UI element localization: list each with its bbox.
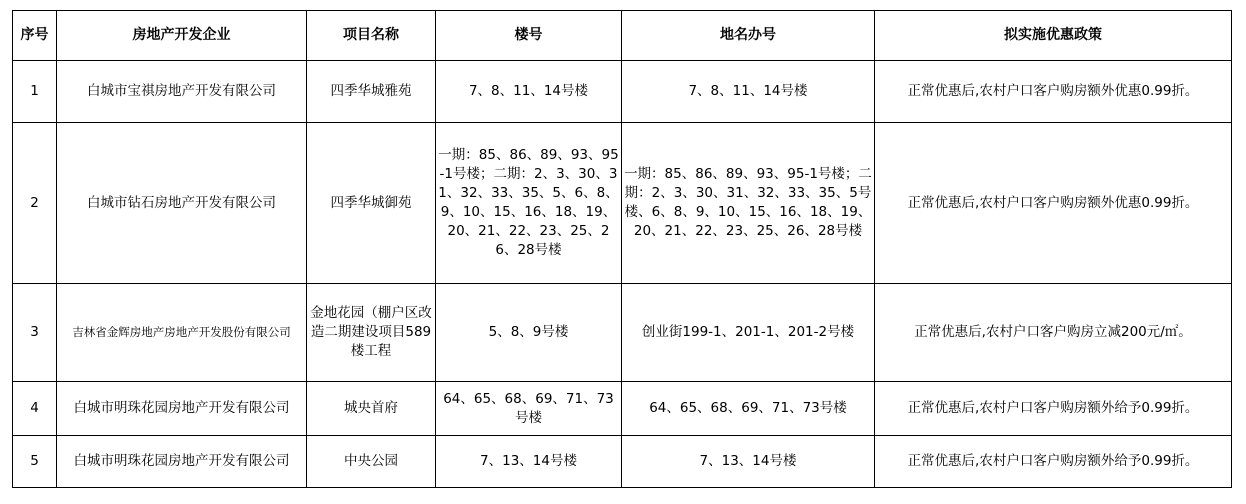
row-buildings: 一期：85、86、89、93、95-1号楼；二期：2、3、30、31、32、33、35、5、6、8、9、10、15、16、18、19、20、21、22、23、25、26、28号楼	[436, 123, 622, 284]
table-row	[13, 284, 1232, 382]
row-no: 4	[13, 382, 57, 436]
row-policy: 正常优惠后,农村户口客户购房额外给予0.99折。	[875, 382, 1232, 436]
row-project: 中央公园	[307, 436, 436, 488]
row-address-no: 创业街199-1、201-1、201-2号楼	[622, 284, 875, 382]
table-row	[13, 382, 1232, 436]
header-buildings: 楼号	[436, 11, 622, 61]
row-no: 3	[13, 284, 57, 382]
row-buildings: 64、65、68、69、71、73号楼	[436, 382, 622, 436]
table-row	[13, 436, 1232, 488]
row-address-no: 7、8、11、14号楼	[622, 61, 875, 123]
row-address-no: 7、13、14号楼	[622, 436, 875, 488]
header-row	[13, 11, 1232, 61]
header-company: 房地产开发企业	[57, 11, 307, 61]
row-address-no: 一期：85、86、89、93、95-1号楼；二期：2、3、30、31、32、33、35、5号楼、6、8、9、10、15、16、18、19、20、21、22、23、25、26、28号楼	[622, 123, 875, 284]
row-address-no: 64、65、68、69、71、73号楼	[622, 382, 875, 436]
table-row	[13, 123, 1232, 284]
header-policy: 拟实施优惠政策	[875, 11, 1232, 61]
row-no: 1	[13, 61, 57, 123]
row-company: 吉林省金辉房地产房地产开发股份有限公司	[57, 284, 307, 382]
table-row	[13, 61, 1232, 123]
header-address-no: 地名办号	[622, 11, 875, 61]
policy-table	[12, 10, 1232, 488]
header-no: 序号	[13, 11, 57, 61]
row-policy: 正常优惠后,农村户口客户购房额外给予0.99折。	[875, 436, 1232, 488]
row-project: 金地花园（棚户区改造二期建设项目589楼工程	[307, 284, 436, 382]
row-policy: 正常优惠后,农村户口客户购房额外优惠0.99折。	[875, 61, 1232, 123]
row-company: 白城市明珠花园房地产开发有限公司	[57, 436, 307, 488]
row-buildings: 7、8、11、14号楼	[436, 61, 622, 123]
row-buildings: 5、8、9号楼	[436, 284, 622, 382]
row-project: 城央首府	[307, 382, 436, 436]
row-policy: 正常优惠后,农村户口客户购房额外优惠0.99折。	[875, 123, 1232, 284]
row-company: 白城市宝祺房地产开发有限公司	[57, 61, 307, 123]
row-buildings: 7、13、14号楼	[436, 436, 622, 488]
row-no: 2	[13, 123, 57, 284]
row-project: 四季华城御苑	[307, 123, 436, 284]
row-company: 白城市钻石房地产开发有限公司	[57, 123, 307, 284]
row-no: 5	[13, 436, 57, 488]
row-policy: 正常优惠后,农村户口客户购房立减200元/㎡。	[875, 284, 1232, 382]
header-project: 项目名称	[307, 11, 436, 61]
row-project: 四季华城雅苑	[307, 61, 436, 123]
row-company: 白城市明珠花园房地产开发有限公司	[57, 382, 307, 436]
